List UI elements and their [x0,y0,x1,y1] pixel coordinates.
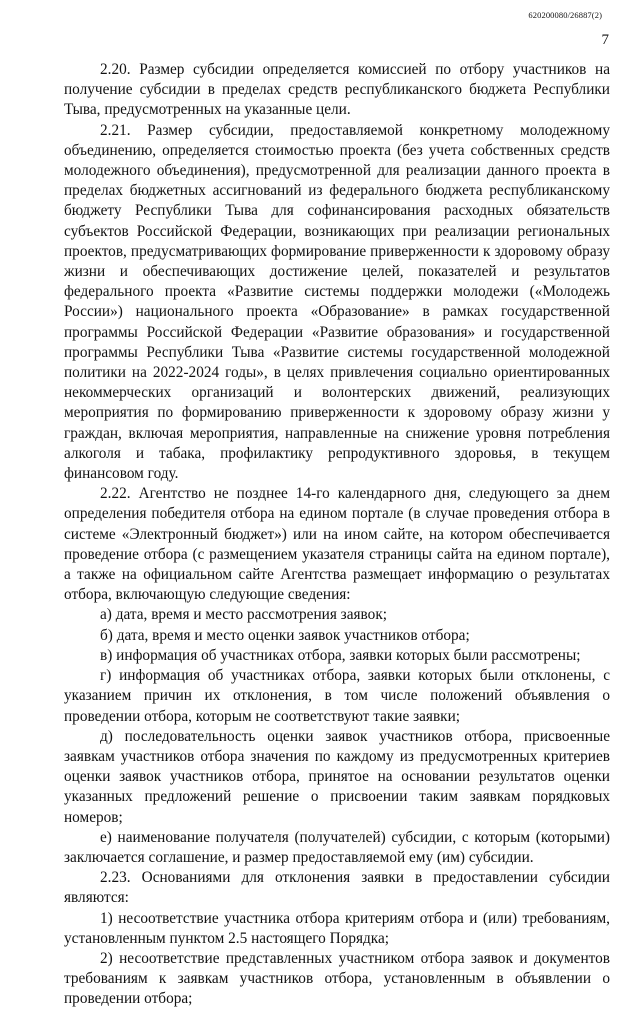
list-item-b: б) дата, время и место оценки заявок участников отбора; [100,626,470,644]
paragraph-2-22: 2.22. Агентство не позднее 14-го календарного дня, следующего за днем определения победителя отбора на едином портале (в случае проведения отбора в системе «Электронный бюджет») или на ином сайте, на котором обеспечивается проведение отбора (с размещением указателя страницы сайта на едином портале), а также на официальном сайте Агентства размещает информацию о результатах отбора, включающую следующие сведения: [64,485,610,604]
list-item-d: д) последовательность оценки заявок участников отбора, присвоенные заявкам участников отбора значения по каждому из предусмотренных критериев оценки заявок участников отбора, принятое на основании результатов оценки указанных предложений решение о присвоении таким заявкам порядковых номеров; [64,727,610,826]
list-item-a: а) дата, время и место рассмотрения заявок; [100,606,388,624]
document-body [64,60,610,1010]
paragraph-2-23: 2.23. Основаниями для отклонения заявки в предоставлении субсидии являются: [64,869,610,907]
list-item-v: в) информация об участниках отбора, заявки которых были рассмотрены; [100,646,581,664]
paragraph-2-20: 2.20. Размер субсидии определяется комиссией по отбору участников на получение субсидии в пределах средств республиканского бюджета Республики Тыва, предусмотренных на указанные цели. [64,61,610,119]
list-item-1: 1) несоответствие участника отбора критериям отбора и (или) требованиям, установленным пунктом 2.5 настоящего Порядка; [64,909,610,947]
list-item-g: г) информация об участниках отбора, заявки которых были отклонены, с указанием причин их отклонения, в том числе положений объявления о проведении отбора, которым не соответствуют такие заявки; [64,667,610,725]
paragraph-2-21: 2.21. Размер субсидии, предоставляемой конкретному молодежному объединению, определяется стоимостью проекта (без учета собственных средств молодежного объединения), предусмотренной для реализации данного проекта в пределах бюджетных ассигнований из федерального бюджета республиканскому бюджету Республики Тыва для софинансирования расходных обязательств субъектов Российской Федерации, возникающих при реализации региональных проектов, предусматривающих формирование приверженности к здоровому образу жизни и обеспечивающих достижение целей, показателей и результатов федерального проекта «Развитие системы поддержки молодежи («Молодежь России») национального проекта «Образование» в рамках государственной программы Российской Федерации «Развитие образования» и государственной программы Республики Тыва «Развитие системы государственной молодежной политики на 2022-2024 годы», в целях привлечения социально ориентированных некоммерческих организаций и волонтерских движений, реализующих мероприятия по формированию приверженности к здоровому образу жизни у граждан, включая мероприятия, направленные на снижение уровня потребления алкоголя и табака, профилактику репродуктивного здоровья, в текущем финансовом году. [64,121,610,483]
page-number: 7 [601,32,609,48]
document-id: 620200080/26887(2) [528,10,602,20]
list-item-e: е) наименование получателя (получателей) субсидии, с которым (которыми) заключается соглашение, и размер предоставляемой ему (им) субсидии. [64,828,610,866]
list-item-2: 2) несоответствие представленных участником отбора заявок и документов требованиям к заявкам участников отбора, установленным в объявлении о проведении отбора; [64,949,610,1008]
